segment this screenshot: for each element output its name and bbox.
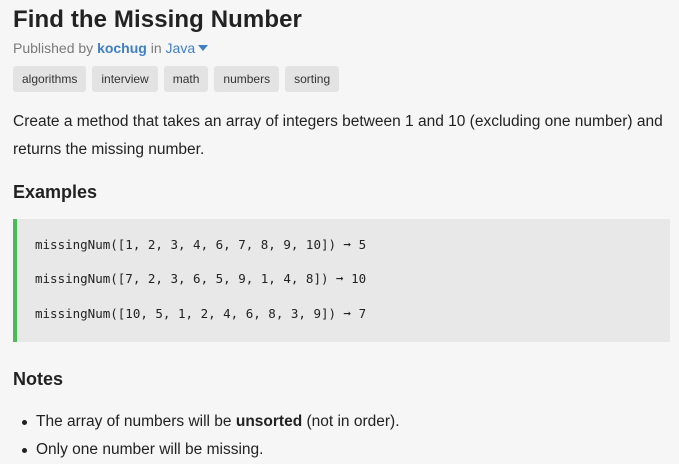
notes-heading: Notes [13, 369, 64, 389]
published-by-label: Published by [13, 40, 94, 56]
note-item [36, 436, 400, 464]
challenge-description: Create a method that takes an array of integers between 1 and 10 (excluding one number) and returns the missing number. [13, 113, 663, 158]
examples-code-block [13, 219, 670, 342]
example-line: missingNum([10, 5, 1, 2, 4, 6, 8, 3, 9]) ➞ 7 [35, 306, 367, 321]
byline [13, 40, 208, 56]
note-item [36, 408, 400, 436]
in-label: in [150, 40, 162, 56]
example-line: missingNum([7, 2, 3, 6, 5, 9, 1, 4, 8]) ➞ 10 [35, 271, 367, 286]
caret-down-icon [198, 45, 208, 51]
page-title: Find the Missing Number [13, 6, 302, 33]
tag-numbers[interactable]: numbers [214, 66, 279, 92]
author-link[interactable]: kochug [97, 40, 147, 56]
example-line: missingNum([1, 2, 3, 4, 6, 7, 8, 9, 10]) ➞ 5 [35, 237, 367, 252]
language-dropdown[interactable] [166, 40, 209, 56]
tag-list [13, 66, 339, 92]
note-text: The array of numbers will be [36, 413, 236, 430]
tag-math[interactable]: math [164, 66, 209, 92]
tag-algorithms[interactable]: algorithms [13, 66, 86, 92]
note-emphasis: unsorted [235, 413, 303, 430]
note-text: Only one number will be missing. [36, 441, 264, 458]
bullet-icon [22, 420, 27, 425]
bullet-icon [22, 448, 27, 453]
tag-sorting[interactable]: sorting [285, 66, 339, 92]
notes-list [36, 408, 400, 464]
note-text: (not in order). [302, 413, 400, 430]
tag-interview[interactable]: interview [92, 66, 157, 92]
language-label: Java [165, 40, 196, 56]
examples-heading: Examples [13, 182, 98, 202]
